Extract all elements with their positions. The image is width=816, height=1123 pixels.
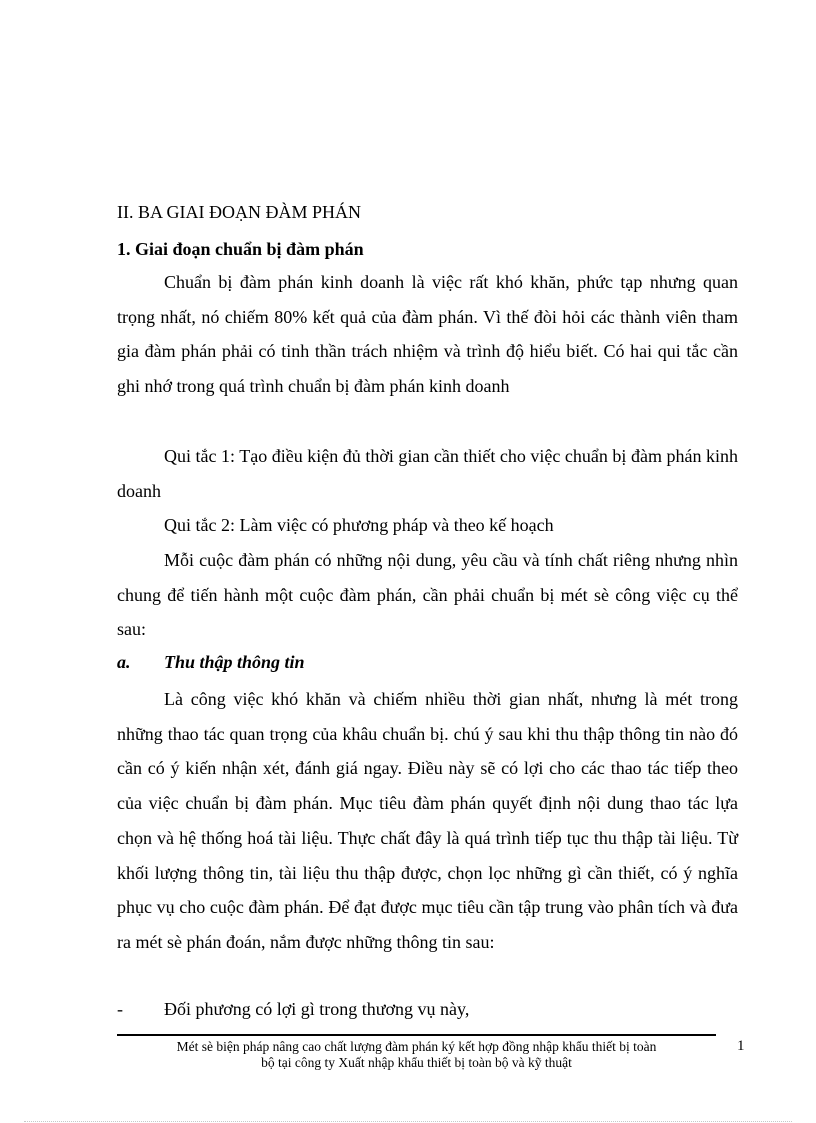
paragraph-rule-1: Qui tắc 1: Tạo điều kiện đủ thời gian cần thiết cho việc chuẩn bị đàm phán kinh doanh — [117, 446, 738, 501]
bullet-item — [117, 994, 738, 1024]
paragraph-intro: Chuẩn bị đàm phán kinh doanh là việc rất khó khăn, phức tạp nhưng quan trọng nhất, nó chiếm 80% kết quả của đàm phán. Vì thế đòi hỏi các thành viên tham gia đàm phán phải có tinh thần trách nhiệm và trình độ hiểu biết. Có hai qui tắc cần ghi nhớ trong quá trình chuẩn bị đàm phán kinh doanh — [117, 272, 738, 397]
subsection-title: 1. Giai đoạn chuẩn bị đàm phán — [117, 239, 364, 259]
bullet-text: Đối phương có lợi gì trong thương vụ này, — [164, 999, 470, 1019]
heading-a-text: Thu thập thông tin — [164, 652, 305, 672]
heading-a — [117, 648, 717, 676]
footer-line-2: bộ tại công ty Xuất nhập khẩu thiết bị toàn bộ và kỹ thuật — [261, 1055, 572, 1070]
footer-caption — [117, 1039, 716, 1071]
page-number: 1 — [737, 1038, 745, 1054]
bullet-marker: - — [117, 999, 123, 1019]
paragraph-rule-2: Qui tắc 2: Làm việc có phương pháp và theo kế hoạch — [164, 515, 554, 535]
paragraph-information: Là công việc khó khăn và chiếm nhiều thời gian nhất, nhưng là mét trong những thao tác quan trọng của khâu chuẩn bị. chú ý sau khi thu thập thông tin nào đó cần có ý kiến nhận xét, đánh giá ngay. Điều này sẽ có lợi cho các thao tác tiếp theo của việc chuẩn bị đàm phán. Mục tiêu đàm phán quyết định nội dung thao tác lựa chọn và hệ thống hoá tài liệu. Thực chất đây là quá trình tiếp tục thu thập tài liệu. Từ khối lượng thông tin, tài liệu thu thập được, chọn lọc những gì cần thiết, có ý nghĩa phục vụ cho cuộc đàm phán. Để đạt được mục tiêu cần tập trung vào phân tích và đưa ra mét sè phán đoán, nắm được những thông tin sau: — [117, 689, 738, 952]
footer-divider — [117, 1034, 716, 1036]
section-title: II. BA GIAI ĐOẠN ĐÀM PHÁN — [117, 202, 361, 222]
paragraph-preparation: Mỗi cuộc đàm phán có những nội dung, yêu cầu và tính chất riêng nhưng nhìn chung để tiến hành một cuộc đàm phán, cần phải chuẩn bị mét sè công việc cụ thể sau: — [117, 550, 738, 640]
page-bottom-edge — [24, 1121, 792, 1122]
heading-a-letter: a. — [117, 652, 131, 672]
footer-line-1: Mét sè biện pháp nâng cao chất lượng đàm phán ký kết hợp đồng nhập khẩu thiết bị toàn — [176, 1039, 657, 1054]
